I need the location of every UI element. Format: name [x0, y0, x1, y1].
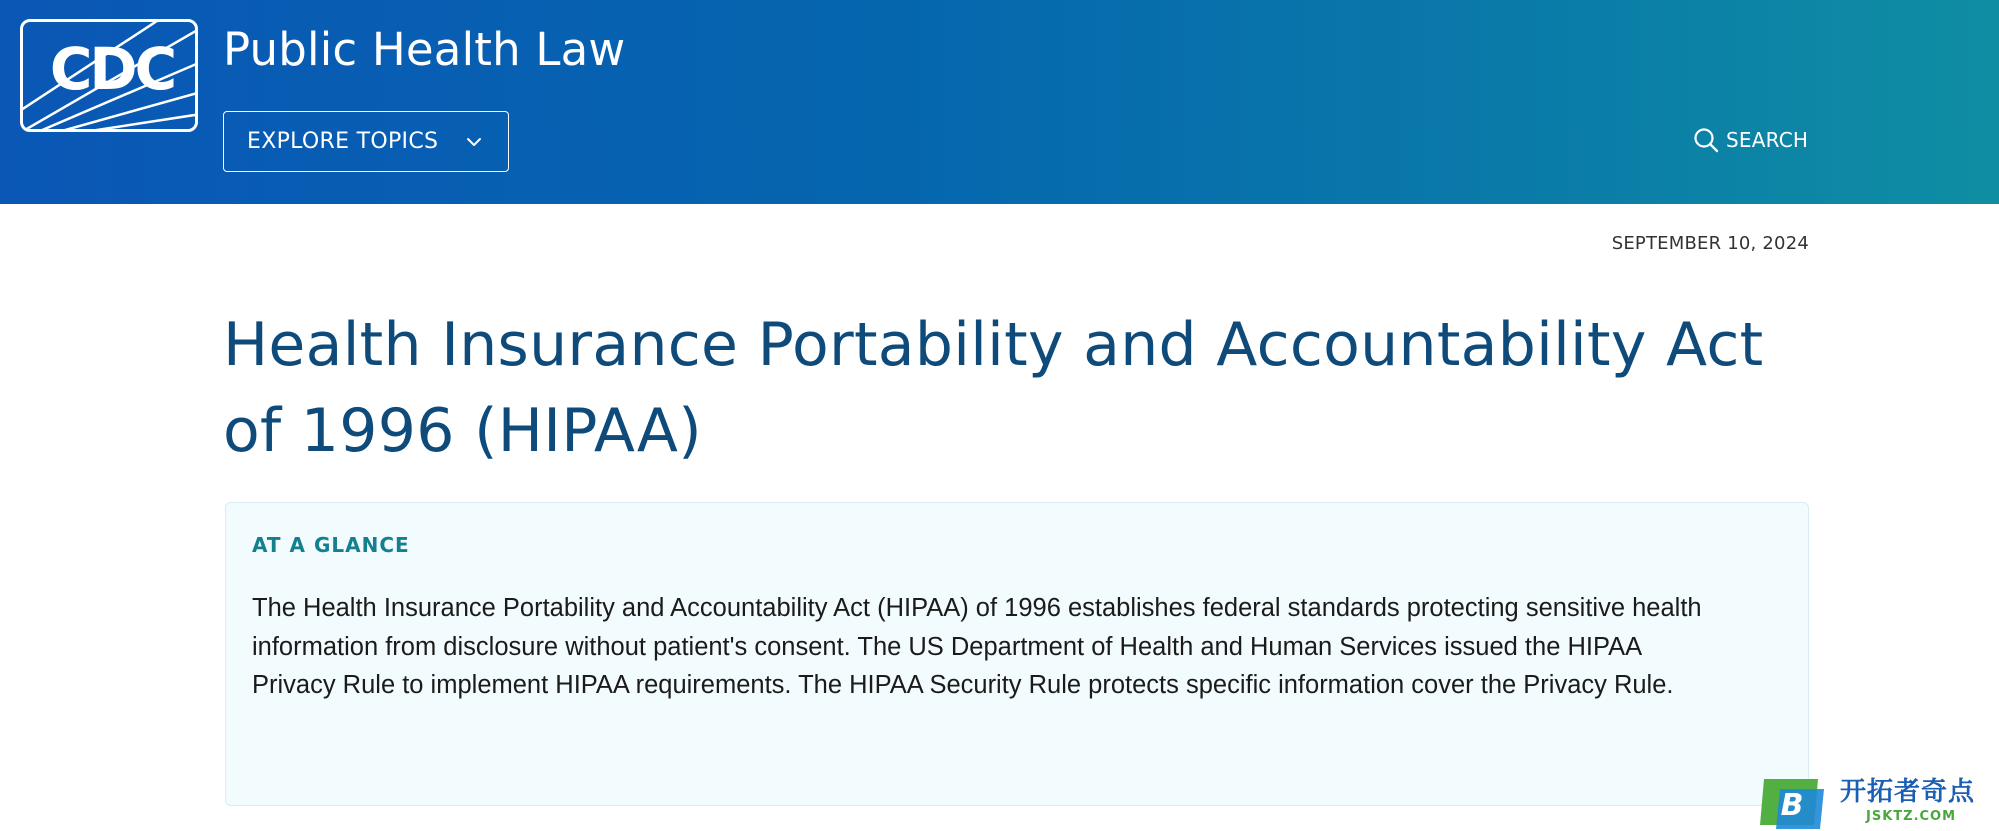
watermark-cn-text: 开拓者奇点: [1840, 777, 1976, 807]
watermark-badge-icon: [1758, 775, 1824, 829]
search-button[interactable]: [1692, 124, 1808, 156]
site-header: [0, 0, 1999, 204]
at-a-glance-box: [225, 502, 1809, 806]
search-label: SEARCH: [1726, 128, 1809, 152]
at-a-glance-heading: AT A GLANCE: [252, 533, 410, 557]
cdc-logo[interactable]: [20, 19, 198, 132]
watermark-badge-letter: B: [1780, 788, 1804, 823]
watermark: [1758, 773, 1990, 831]
explore-topics-label: EXPLORE TOPICS: [247, 129, 439, 154]
publish-date: SEPTEMBER 10, 2024: [1611, 233, 1809, 254]
chevron-down-icon: [464, 132, 484, 152]
watermark-en-text: JSKTZ.COM: [1866, 809, 1957, 824]
search-icon: [1692, 126, 1720, 154]
explore-topics-button[interactable]: [223, 111, 509, 172]
page-title: Health Insurance Portability and Accountability Act of 1996 (HIPAA): [223, 310, 1764, 466]
site-title[interactable]: Public Health Law: [223, 23, 626, 76]
logo-text: CDC: [49, 35, 175, 103]
at-a-glance-text: The Health Insurance Portability and Accountability Act (HIPAA) of 1996 establishes federal standards protecting sensitive health information from disclosure without patient's consent. The US Department of Health and Human Services issued the HIPAA Privacy Rule to implement HIPAA requirements. The HIPAA Security Rule protects specific information cover the Privacy Rule.: [252, 594, 1702, 699]
